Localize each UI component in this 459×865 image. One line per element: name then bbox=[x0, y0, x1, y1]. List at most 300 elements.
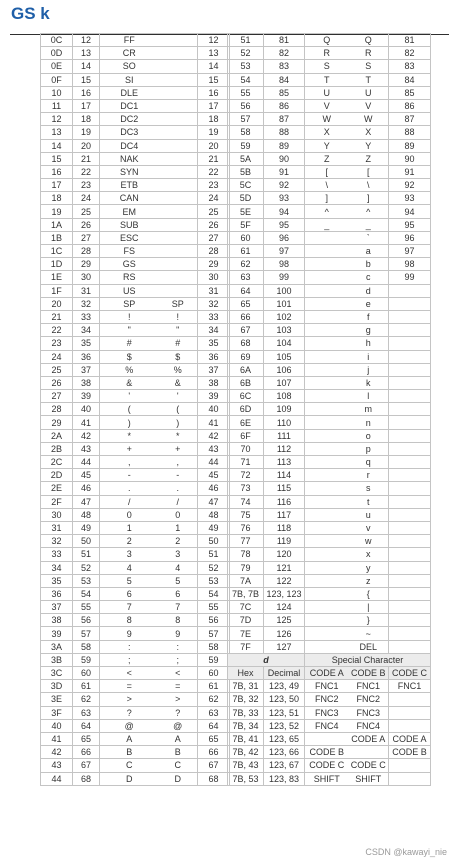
table-cell: 6A bbox=[228, 363, 264, 376]
table-cell: 93 bbox=[389, 192, 431, 205]
table-cell: b bbox=[349, 258, 389, 271]
table-cell: CODE C bbox=[349, 759, 389, 772]
table-cell: 60 bbox=[198, 667, 230, 680]
table-row bbox=[41, 350, 230, 363]
table-cell: 2A bbox=[41, 429, 73, 442]
table-cell: 126 bbox=[264, 627, 305, 640]
table-cell: 16 bbox=[198, 86, 230, 99]
table-cell: 54 bbox=[228, 73, 264, 86]
table-cell: 2E bbox=[41, 482, 73, 495]
table-cell: 100 bbox=[264, 284, 305, 297]
table-row bbox=[228, 772, 431, 785]
table-cell: 71 bbox=[228, 456, 264, 469]
table-cell: Z bbox=[349, 152, 389, 165]
table-row bbox=[41, 284, 230, 297]
table-cell: < bbox=[100, 667, 159, 680]
table-cell bbox=[159, 245, 198, 258]
table-row bbox=[41, 113, 230, 126]
table-cell bbox=[159, 258, 198, 271]
table-cell: ^ bbox=[349, 205, 389, 218]
d-header: d bbox=[228, 653, 305, 666]
table-cell: FNC3 bbox=[305, 706, 349, 719]
table-cell: 73 bbox=[228, 482, 264, 495]
table-cell: 92 bbox=[264, 179, 305, 192]
table-cell: 2F bbox=[41, 495, 73, 508]
table-cell: 70 bbox=[228, 442, 264, 455]
table-cell bbox=[389, 508, 431, 521]
table-row bbox=[228, 337, 431, 350]
table-cell: D bbox=[159, 772, 198, 785]
table-cell: " bbox=[100, 324, 159, 337]
table-cell: FNC1 bbox=[389, 680, 431, 693]
table-cell: 90 bbox=[389, 152, 431, 165]
table-cell: ETB bbox=[100, 179, 159, 192]
table-cell: ] bbox=[349, 192, 389, 205]
table-cell: ' bbox=[100, 390, 159, 403]
table-cell: 53 bbox=[73, 574, 100, 587]
table-cell bbox=[349, 746, 389, 759]
table-cell: z bbox=[349, 574, 389, 587]
table-cell: 28 bbox=[198, 245, 230, 258]
table-row bbox=[228, 429, 431, 442]
table-cell: 87 bbox=[264, 113, 305, 126]
table-cell: 22 bbox=[198, 165, 230, 178]
table-row bbox=[41, 719, 230, 732]
table-cell bbox=[389, 390, 431, 403]
table-cell: 20 bbox=[198, 139, 230, 152]
table-cell: 81 bbox=[389, 34, 431, 47]
table-cell: 85 bbox=[389, 86, 431, 99]
table-cell: RS bbox=[100, 271, 159, 284]
table-row bbox=[228, 126, 431, 139]
table-cell: 75 bbox=[228, 508, 264, 521]
table-cell: C bbox=[100, 759, 159, 772]
table-cell: ESC bbox=[100, 231, 159, 244]
table-cell: 7B, 31 bbox=[228, 680, 264, 693]
table-cell: e bbox=[349, 297, 389, 310]
table-row bbox=[228, 627, 431, 640]
table-cell: 117 bbox=[264, 508, 305, 521]
table-cell: 2D bbox=[41, 469, 73, 482]
table-cell: 46 bbox=[73, 482, 100, 495]
table-row bbox=[41, 508, 230, 521]
table-cell: 7B, 7B bbox=[228, 587, 264, 600]
table-cell bbox=[305, 284, 349, 297]
table-row bbox=[228, 574, 431, 587]
table-cell bbox=[389, 759, 431, 772]
table-row bbox=[41, 258, 230, 271]
table-cell: 2C bbox=[41, 456, 73, 469]
table-cell: 19 bbox=[73, 126, 100, 139]
table-row bbox=[41, 231, 230, 244]
table-cell: 0D bbox=[41, 47, 73, 60]
column-header: CODE A bbox=[305, 667, 349, 680]
table-cell: 69 bbox=[228, 350, 264, 363]
table-cell: R bbox=[349, 47, 389, 60]
table-cell bbox=[305, 416, 349, 429]
table-cell: SHIFT bbox=[305, 772, 349, 785]
table-row bbox=[41, 139, 230, 152]
table-cell: 7E bbox=[228, 627, 264, 640]
table-cell: 92 bbox=[389, 179, 431, 192]
table-cell: 1E bbox=[41, 271, 73, 284]
table-cell: ~ bbox=[349, 627, 389, 640]
table-cell: 41 bbox=[198, 416, 230, 429]
table-cell: 83 bbox=[389, 60, 431, 73]
table-cell: 49 bbox=[198, 521, 230, 534]
table-cell: f bbox=[349, 310, 389, 323]
table-cell: 121 bbox=[264, 561, 305, 574]
table-cell bbox=[305, 640, 349, 653]
table-cell: 28 bbox=[41, 403, 73, 416]
table-cell: ^ bbox=[305, 205, 349, 218]
table-cell: 3 bbox=[159, 548, 198, 561]
table-cell: 42 bbox=[41, 746, 73, 759]
table-cell: 115 bbox=[264, 482, 305, 495]
table-cell: 81 bbox=[264, 34, 305, 47]
table-cell bbox=[159, 192, 198, 205]
table-cell: 72 bbox=[228, 469, 264, 482]
table-row bbox=[41, 390, 230, 403]
table-row bbox=[41, 324, 230, 337]
table-cell: 38 bbox=[198, 376, 230, 389]
table-row bbox=[228, 482, 431, 495]
table-row bbox=[228, 601, 431, 614]
table-cell: 94 bbox=[264, 205, 305, 218]
table-cell: . bbox=[159, 482, 198, 495]
table-cell: B bbox=[159, 746, 198, 759]
table-cell: 111 bbox=[264, 429, 305, 442]
table-cell: 41 bbox=[41, 732, 73, 745]
table-cell: 19 bbox=[198, 126, 230, 139]
table-cell bbox=[305, 548, 349, 561]
table-cell: ] bbox=[305, 192, 349, 205]
table-cell: i bbox=[349, 350, 389, 363]
table-cell bbox=[159, 218, 198, 231]
table-cell: d bbox=[349, 284, 389, 297]
table-cell: 82 bbox=[389, 47, 431, 60]
table-row bbox=[41, 47, 230, 60]
table-cell: 123, 65 bbox=[264, 732, 305, 745]
table-cell: SP bbox=[159, 297, 198, 310]
table-row bbox=[228, 403, 431, 416]
table-cell: ( bbox=[159, 403, 198, 416]
column-header: CODE B bbox=[349, 667, 389, 680]
table-row bbox=[41, 456, 230, 469]
table-cell: 123, 49 bbox=[264, 680, 305, 693]
table-cell: 18 bbox=[73, 113, 100, 126]
table-cell: 1 bbox=[159, 521, 198, 534]
table-row bbox=[41, 60, 230, 73]
table-cell bbox=[305, 363, 349, 376]
table-cell: SHIFT bbox=[349, 772, 389, 785]
table-cell: FNC1 bbox=[349, 680, 389, 693]
table-cell: 37 bbox=[73, 363, 100, 376]
table-row bbox=[228, 759, 431, 772]
table-cell: 17 bbox=[198, 99, 230, 112]
table-cell: 5 bbox=[100, 574, 159, 587]
table-row bbox=[41, 218, 230, 231]
table-cell: 9 bbox=[100, 627, 159, 640]
table-cell: 66 bbox=[228, 310, 264, 323]
table-cell: 123, 67 bbox=[264, 759, 305, 772]
table-cell: 40 bbox=[73, 403, 100, 416]
table-cell: 3F bbox=[41, 706, 73, 719]
table-cell: 16 bbox=[41, 165, 73, 178]
table-cell: 56 bbox=[73, 614, 100, 627]
table-row bbox=[228, 113, 431, 126]
table-cell: 2 bbox=[159, 535, 198, 548]
table-cell: 74 bbox=[228, 495, 264, 508]
table-cell: 36 bbox=[41, 587, 73, 600]
table-cell: 66 bbox=[73, 746, 100, 759]
table-row bbox=[228, 390, 431, 403]
table-cell: [ bbox=[349, 165, 389, 178]
table-cell bbox=[305, 403, 349, 416]
table-cell: 0F bbox=[41, 73, 73, 86]
table-cell: 35 bbox=[73, 337, 100, 350]
table-cell bbox=[389, 350, 431, 363]
table-cell: 53 bbox=[228, 60, 264, 73]
table-cell: 21 bbox=[73, 152, 100, 165]
table-cell bbox=[305, 732, 349, 745]
table-cell: s bbox=[349, 482, 389, 495]
table-cell: 33 bbox=[41, 548, 73, 561]
table-cell bbox=[389, 310, 431, 323]
table-cell bbox=[305, 337, 349, 350]
table-cell: 4 bbox=[159, 561, 198, 574]
table-cell: = bbox=[159, 680, 198, 693]
table-row bbox=[41, 759, 230, 772]
table-cell: 67 bbox=[73, 759, 100, 772]
table-cell: 65 bbox=[198, 732, 230, 745]
table-cell bbox=[159, 99, 198, 112]
table-cell bbox=[389, 337, 431, 350]
table-cell bbox=[389, 614, 431, 627]
table-cell: 66 bbox=[198, 746, 230, 759]
table-cell: + bbox=[159, 442, 198, 455]
table-cell: q bbox=[349, 456, 389, 469]
table-cell: 114 bbox=[264, 469, 305, 482]
table-cell: 1F bbox=[41, 284, 73, 297]
table-cell: CODE B bbox=[389, 746, 431, 759]
table-row bbox=[41, 469, 230, 482]
table-cell: 55 bbox=[228, 86, 264, 99]
table-cell: R bbox=[305, 47, 349, 60]
table-cell bbox=[305, 574, 349, 587]
table-row bbox=[228, 680, 431, 693]
table-cell: . bbox=[100, 482, 159, 495]
table-cell: u bbox=[349, 508, 389, 521]
table-cell bbox=[305, 297, 349, 310]
table-row bbox=[41, 179, 230, 192]
table-row bbox=[228, 271, 431, 284]
table-cell: EM bbox=[100, 205, 159, 218]
table-cell: 59 bbox=[73, 653, 100, 666]
table-cell: 7B, 41 bbox=[228, 732, 264, 745]
table-cell: 65 bbox=[73, 732, 100, 745]
table-cell bbox=[305, 469, 349, 482]
table-cell: 55 bbox=[198, 601, 230, 614]
table-cell: FNC1 bbox=[305, 680, 349, 693]
table-cell: 14 bbox=[41, 139, 73, 152]
table-cell: 43 bbox=[198, 442, 230, 455]
table-cell: 90 bbox=[264, 152, 305, 165]
table-cell: T bbox=[305, 73, 349, 86]
table-row bbox=[41, 152, 230, 165]
table-row bbox=[228, 719, 431, 732]
table-cell: 108 bbox=[264, 390, 305, 403]
table-cell: - bbox=[159, 469, 198, 482]
table-cell: 58 bbox=[73, 640, 100, 653]
table-cell: 85 bbox=[264, 86, 305, 99]
watermark: CSDN @kawayi_nie bbox=[365, 847, 447, 857]
table-cell: 53 bbox=[198, 574, 230, 587]
table-cell bbox=[305, 390, 349, 403]
table-cell: 39 bbox=[41, 627, 73, 640]
table-cell bbox=[389, 284, 431, 297]
table-row bbox=[41, 548, 230, 561]
table-cell: 3A bbox=[41, 640, 73, 653]
table-cell: 24 bbox=[198, 192, 230, 205]
table-cell bbox=[389, 548, 431, 561]
table-cell: 98 bbox=[264, 258, 305, 271]
table-cell: C bbox=[159, 759, 198, 772]
table-row bbox=[228, 548, 431, 561]
table-cell: NAK bbox=[100, 152, 159, 165]
table-cell bbox=[159, 113, 198, 126]
table-row bbox=[228, 192, 431, 205]
table-cell bbox=[389, 574, 431, 587]
table-cell: 50 bbox=[198, 535, 230, 548]
table-cell: 101 bbox=[264, 297, 305, 310]
table-cell: 28 bbox=[73, 245, 100, 258]
table-cell: v bbox=[349, 521, 389, 534]
table-cell: 0 bbox=[100, 508, 159, 521]
table-cell: ! bbox=[100, 310, 159, 323]
table-cell bbox=[389, 482, 431, 495]
table-cell: 12 bbox=[41, 113, 73, 126]
table-cell bbox=[389, 416, 431, 429]
table-cell: % bbox=[100, 363, 159, 376]
table-row bbox=[41, 310, 230, 323]
table-cell: m bbox=[349, 403, 389, 416]
table-cell: CODE C bbox=[305, 759, 349, 772]
table-row bbox=[228, 258, 431, 271]
table-cell: * bbox=[159, 429, 198, 442]
table-cell: 6F bbox=[228, 429, 264, 442]
table-cell: l bbox=[349, 390, 389, 403]
table-cell: 58 bbox=[228, 126, 264, 139]
table-cell: 15 bbox=[198, 73, 230, 86]
table-row bbox=[228, 218, 431, 231]
table-cell bbox=[159, 139, 198, 152]
table-cell: 24 bbox=[41, 350, 73, 363]
table-cell: 99 bbox=[389, 271, 431, 284]
table-cell: 109 bbox=[264, 403, 305, 416]
table-cell: 95 bbox=[389, 218, 431, 231]
table-cell bbox=[305, 310, 349, 323]
table-cell bbox=[159, 231, 198, 244]
table-cell: 37 bbox=[198, 363, 230, 376]
table-row bbox=[41, 429, 230, 442]
table-row bbox=[41, 640, 230, 653]
table-cell bbox=[305, 245, 349, 258]
table-cell bbox=[159, 73, 198, 86]
table-cell: 21 bbox=[198, 152, 230, 165]
table-cell: W bbox=[349, 113, 389, 126]
table-cell: 82 bbox=[264, 47, 305, 60]
table-cell: FNC2 bbox=[349, 693, 389, 706]
table-cell: 36 bbox=[73, 350, 100, 363]
table-row bbox=[228, 587, 431, 600]
table-cell bbox=[159, 47, 198, 60]
table-cell: 52 bbox=[228, 47, 264, 60]
table-cell: ! bbox=[159, 310, 198, 323]
table-cell: US bbox=[100, 284, 159, 297]
table-row bbox=[41, 376, 230, 389]
table-cell: $ bbox=[100, 350, 159, 363]
table-cell: 3C bbox=[41, 667, 73, 680]
table-row bbox=[41, 535, 230, 548]
table-cell: 52 bbox=[73, 561, 100, 574]
table-cell: FNC4 bbox=[305, 719, 349, 732]
table-cell: ' bbox=[159, 390, 198, 403]
table-cell: 42 bbox=[198, 429, 230, 442]
table-cell: k bbox=[349, 376, 389, 389]
table-cell: a bbox=[349, 245, 389, 258]
table-cell bbox=[389, 601, 431, 614]
table-row bbox=[41, 442, 230, 455]
table-cell bbox=[305, 535, 349, 548]
code-table-left bbox=[40, 33, 230, 786]
table-row bbox=[41, 73, 230, 86]
table-row bbox=[228, 693, 431, 706]
table-row bbox=[228, 284, 431, 297]
table-cell: 3 bbox=[100, 548, 159, 561]
table-cell: 8 bbox=[159, 614, 198, 627]
table-cell: 48 bbox=[198, 508, 230, 521]
table-cell: 12 bbox=[198, 34, 230, 47]
table-row bbox=[41, 363, 230, 376]
table-cell bbox=[389, 706, 431, 719]
table-row bbox=[228, 416, 431, 429]
table-cell: 7A bbox=[228, 574, 264, 587]
table-row bbox=[228, 324, 431, 337]
table-cell: 1B bbox=[41, 231, 73, 244]
table-row bbox=[228, 363, 431, 376]
table-cell: 89 bbox=[264, 139, 305, 152]
table-cell: : bbox=[159, 640, 198, 653]
table-cell: 57 bbox=[198, 627, 230, 640]
table-cell: 112 bbox=[264, 442, 305, 455]
table-row bbox=[228, 152, 431, 165]
table-row bbox=[41, 653, 230, 666]
table-row bbox=[41, 495, 230, 508]
table-cell: \ bbox=[349, 179, 389, 192]
table-cell: c bbox=[349, 271, 389, 284]
table-cell: [ bbox=[305, 165, 349, 178]
table-row bbox=[41, 680, 230, 693]
table-cell: 2B bbox=[41, 442, 73, 455]
table-cell: 54 bbox=[73, 587, 100, 600]
table-cell: 5C bbox=[228, 179, 264, 192]
table-row bbox=[228, 521, 431, 534]
table-cell: 45 bbox=[198, 469, 230, 482]
table-cell bbox=[389, 469, 431, 482]
table-cell: 2 bbox=[100, 535, 159, 548]
table-cell: } bbox=[349, 614, 389, 627]
